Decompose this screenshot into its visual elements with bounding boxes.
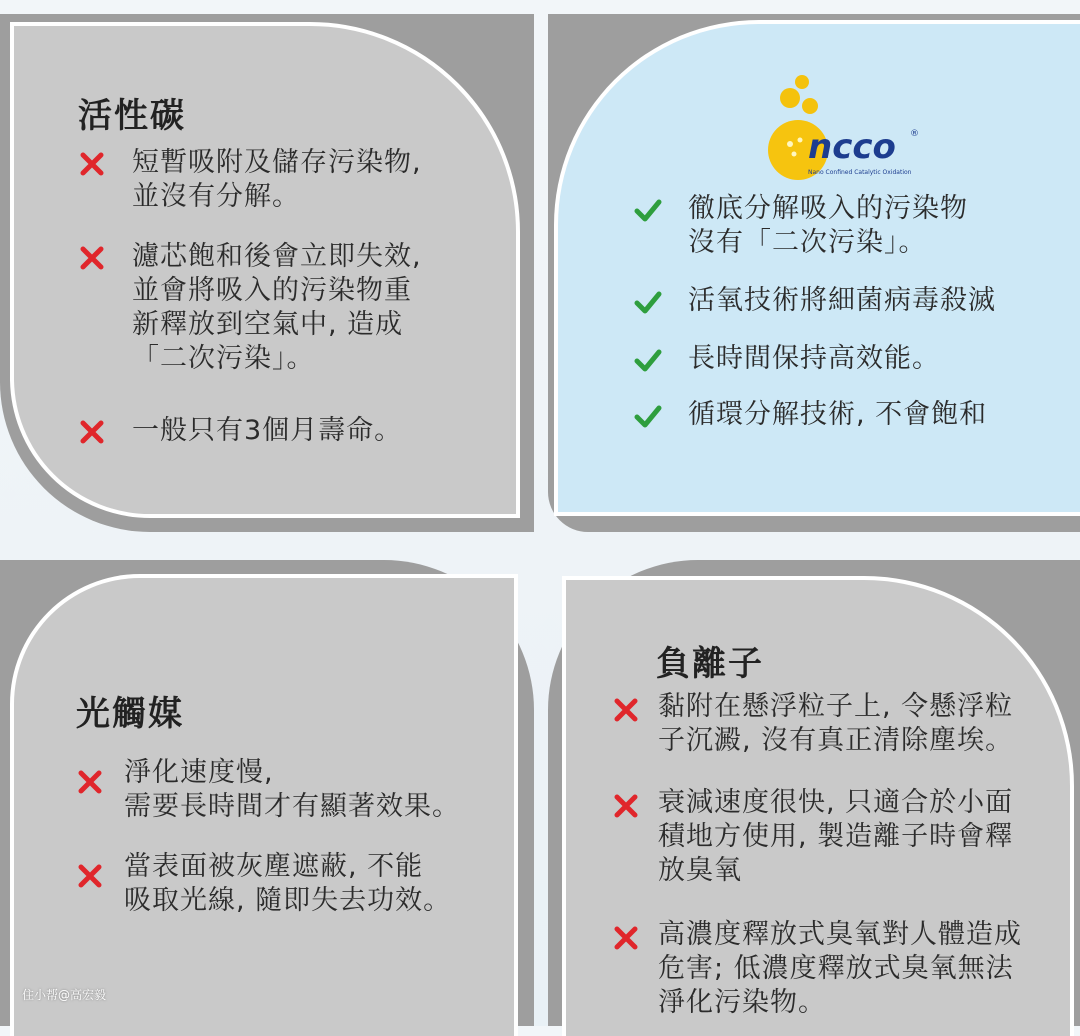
check-icon [634,346,662,374]
watermark: 住小帮@高宏毅 [22,988,107,1002]
activated-carbon-item-text: 一般只有3個月壽命。 [132,415,403,446]
photocatalyst-item-2 [76,850,451,918]
ncco-logo [760,74,940,184]
negative-ions-item-3 [612,918,1022,1020]
ncco-item-text: 循環分解技術, 不會飽和 [688,399,988,430]
photocatalyst-item-text: 當表面被灰塵遮蔽, 不能 吸取光線, 隨即失去功效。 [124,851,452,916]
activated-carbon-item-3 [78,414,402,448]
ncco-logo-subtext: Nano Confined Catalytic Oxidation [808,169,912,176]
negative-ions-title: 負離子 [656,644,764,684]
ncco-item-3 [634,342,940,376]
negative-ions-item-text: 高濃度釋放式臭氧對人體造成 危害; 低濃度釋放式臭氧無法 淨化污染物。 [658,919,1022,1018]
photocatalyst-item-text: 淨化速度慢, 需要長時間才有顯著效果。 [124,757,460,822]
activated-carbon-item-text: 短暫吸附及儲存污染物, 並沒有分解。 [132,147,422,212]
cross-icon [612,696,640,724]
ncco-item-text: 長時間保持高效能。 [688,343,940,374]
activated-carbon-title: 活性碳 [78,96,186,136]
ncco-item-4 [634,398,987,432]
cross-icon [78,244,106,272]
activated-carbon-item-1 [78,146,422,214]
cross-icon [612,792,640,820]
activated-carbon-item-text: 濾芯飽和後會立即失效, 並會將吸入的污染物重 新釋放到空氣中, 造成 「二次污染」。 [132,241,422,374]
cross-icon [76,768,104,796]
cross-icon [76,862,104,890]
check-icon [634,288,662,316]
cross-icon [612,924,640,952]
negative-ions-item-1 [612,690,1013,758]
cross-icon [78,150,106,178]
activated-carbon-item-2 [78,240,422,376]
negative-ions-item-text: 黏附在懸浮粒子上, 令懸浮粒 子沉澱, 沒有真正清除塵埃。 [658,691,1014,756]
ncco-item-2 [634,284,996,318]
photocatalyst-item-1 [76,756,460,824]
svg-text:®: ® [910,129,919,139]
check-icon [634,196,662,224]
ncco-item-text: 活氧技術將細菌病毒殺滅 [688,285,996,316]
ncco-item-1 [634,192,968,260]
photocatalyst-title: 光觸媒 [76,694,184,734]
check-icon [634,402,662,430]
cross-icon [78,418,106,446]
ncco-item-text: 徹底分解吸入的污染物 沒有「二次污染」。 [688,193,968,258]
negative-ions-item-2 [612,786,1013,888]
ncco-logo-text: ncco [808,127,896,167]
negative-ions-item-text: 衰減速度很快, 只適合於小面 積地方使用, 製造離子時會釋 放臭氧 [658,787,1014,886]
